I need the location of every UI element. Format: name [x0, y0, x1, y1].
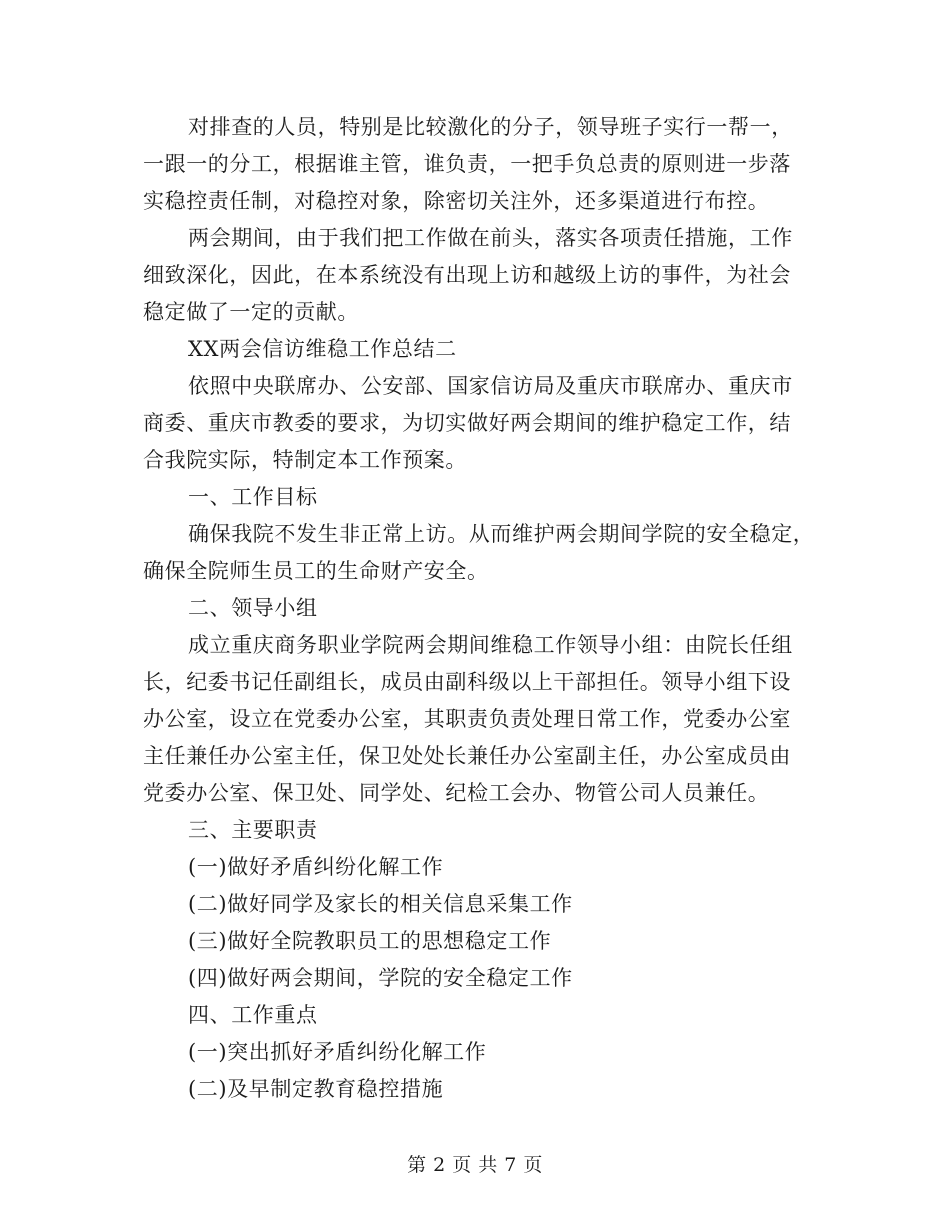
list-item: [143, 923, 823, 960]
text-line: 商委、重庆市教委的要求，为切实做好两会期间的维护稳定工作，结: [143, 411, 791, 435]
list-item-line: (二)做好同学及家长的相关信息采集工作: [188, 892, 573, 916]
section-heading: [143, 479, 823, 516]
paragraph: [143, 220, 823, 331]
text-line: 确保全院师生员工的生命财产安全。: [143, 559, 489, 583]
title-line: XX两会信访维稳工作总结二: [188, 337, 457, 361]
text-line: 实稳控责任制，对稳控对象，除密切关注外，还多渠道进行布控。: [143, 189, 770, 213]
list-item: [143, 960, 823, 997]
paragraph: [143, 109, 823, 220]
list-item-line: (一)突出抓好矛盾纠纷化解工作: [188, 1040, 487, 1064]
heading-line: 四、工作重点: [188, 1003, 318, 1027]
page-number-footer: 第 2 页 共 7 页: [407, 1154, 543, 1176]
paragraph: [143, 516, 823, 590]
paragraph: [143, 368, 823, 479]
text-line: 党委办公室、保卫处、同学处、纪检工会办、物管公司人员兼任。: [143, 781, 770, 805]
heading-line: 二、领导小组: [188, 596, 318, 620]
text-line: 成立重庆商务职业学院两会期间维稳工作领导小组：由院长任组: [188, 633, 793, 657]
text-line: 对排查的人员，特别是比较激化的分子，领导班子实行一帮一，: [188, 115, 793, 139]
section-heading: [143, 997, 823, 1034]
heading-line: 三、主要职责: [188, 818, 318, 842]
list-item-line: (二)及早制定教育稳控措施: [188, 1077, 444, 1101]
text-line: 办公室，设立在党委办公室，其职责负责处理日常工作，党委办公室: [143, 707, 791, 731]
text-line: 稳定做了一定的贡献。: [143, 300, 359, 324]
list-item: [143, 849, 823, 886]
text-line: 依照中央联席办、公安部、国家信访局及重庆市联席办、重庆市: [188, 374, 793, 398]
list-item: [143, 1034, 823, 1071]
text-line: 合我院实际，特制定本工作预案。: [143, 448, 467, 472]
text-line: 主任兼任办公室主任，保卫处处长兼任办公室副主任，办公室成员由: [143, 744, 791, 768]
document-body: [143, 109, 823, 1108]
list-item: [143, 1071, 823, 1108]
section-heading: [143, 812, 823, 849]
heading-line: 一、工作目标: [188, 485, 318, 509]
list-item-line: (三)做好全院教职员工的思想稳定工作: [188, 929, 552, 953]
document-title: [143, 331, 823, 368]
text-line: 细致深化，因此，在本系统没有出现上访和越级上访的事件，为社会: [143, 263, 791, 287]
list-item: [143, 886, 823, 923]
text-line: 确保我院不发生非正常上访。从而维护两会期间学院的安全稳定，: [188, 522, 815, 546]
list-item-line: (一)做好矛盾纠纷化解工作: [188, 855, 444, 879]
paragraph: [143, 627, 823, 812]
text-line: 长，纪委书记任副组长，成员由副科级以上干部担任。领导小组下设: [143, 670, 791, 694]
list-item-line: (四)做好两会期间，学院的安全稳定工作: [188, 966, 573, 990]
text-line: 两会期间，由于我们把工作做在前头，落实各项责任措施，工作: [188, 226, 793, 250]
section-heading: [143, 590, 823, 627]
text-line: 一跟一的分工，根据谁主管，谁负责，一把手负总责的原则进一步落: [143, 152, 791, 176]
